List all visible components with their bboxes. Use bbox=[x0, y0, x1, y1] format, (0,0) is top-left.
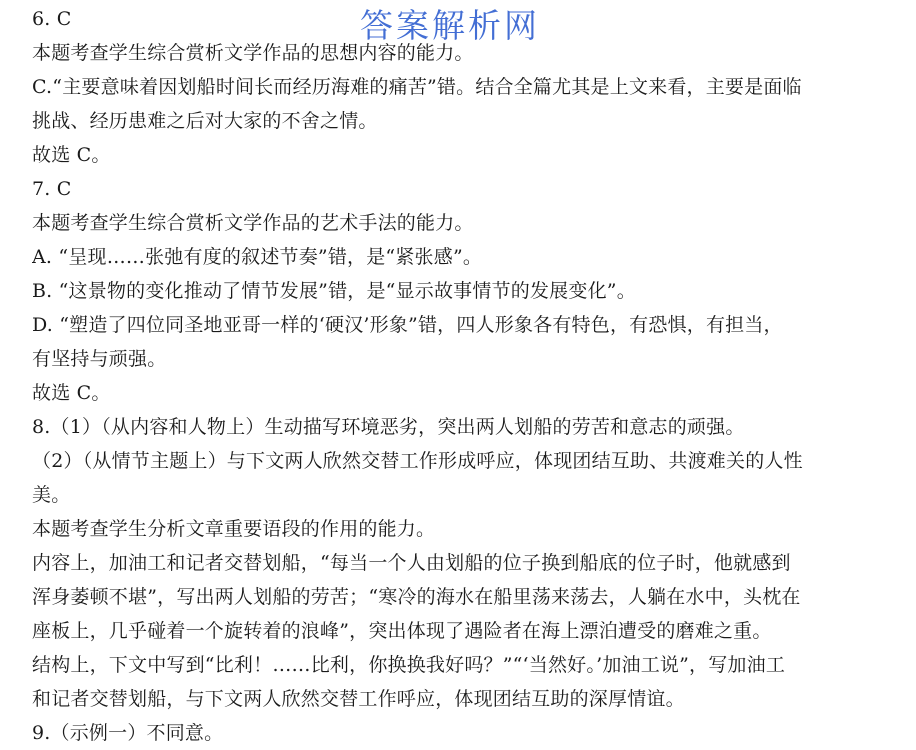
answer-6-conclusion: 故选 C。 bbox=[32, 144, 111, 166]
answer-8-intro: 本题考查学生分析文章重要语段的作用的能力。 bbox=[32, 518, 436, 540]
answer-7-intro: 本题考查学生综合赏析文学作品的艺术手法的能力。 bbox=[32, 212, 474, 234]
answer-8-content-line-1: 内容上，加油工和记者交替划船，“每当一个人由划船的位子换到船底的位子时，他就感到 bbox=[32, 552, 791, 574]
answer-6-explanation-line-2: 挑战、经历患难之后对大家的不舍之情。 bbox=[32, 110, 378, 132]
answer-8-content-line-3: 座板上，几乎碰着一个旋转着的浪峰”，突出体现了遇险者在海上漂泊遭受的磨难之重。 bbox=[32, 620, 772, 642]
answer-7-option-d-line-2: 有坚持与顽强。 bbox=[32, 348, 167, 370]
watermark-text: 答案解析网 bbox=[360, 6, 540, 45]
answer-8-structure-line-1: 结构上，下文中写到“比利！……比利，你换换我好吗？”“‘当然好。’加油工说”，写加油工 bbox=[32, 654, 786, 676]
answer-7-option-a: A. “呈现……张弛有度的叙述节奏”错，是“紧张感”。 bbox=[32, 246, 483, 268]
answer-7-option-b: B. “这景物的变化推动了情节发展”错，是“显示故事情节的发展变化”。 bbox=[32, 280, 636, 302]
answer-6-explanation-line-1: C.“主要意味着因划船时间长而经历海难的痛苦”错。结合全篇尤其是上文来看，主要是面临 bbox=[32, 76, 802, 98]
answer-7-heading: 7. C bbox=[32, 178, 72, 200]
answer-8-content-line-2: 浑身萎顿不堪”，写出两人划船的劳苦；“寒冷的海水在船里荡来荡去，人躺在水中，头枕在 bbox=[32, 586, 801, 608]
answer-8-structure-line-2: 和记者交替划船，与下文两人欣然交替工作呼应，体现团结互助的深厚情谊。 bbox=[32, 688, 685, 710]
answer-9-heading: 9.（示例一）不同意。 bbox=[32, 722, 224, 744]
answer-8-point-1: 8.（1）（从内容和人物上）生动描写环境恶劣，突出两人划船的劳苦和意志的顽强。 bbox=[32, 416, 745, 438]
answer-7-option-d-line-1: D. “塑造了四位同圣地亚哥一样的‘硬汉’形象”错，四人形象各有特色，有恐惧，有担当， bbox=[32, 314, 783, 336]
answer-7-conclusion: 故选 C。 bbox=[32, 382, 111, 404]
answer-8-point-2-line-1: （2）（从情节主题上）与下文两人欣然交替工作形成呼应，体现团结互助、共渡难关的人性 bbox=[32, 450, 803, 472]
answer-6-intro: 本题考查学生综合赏析文学作品的思想内容的能力。 bbox=[32, 42, 474, 64]
answer-document bbox=[32, 2, 902, 750]
answer-6-heading: 6. C bbox=[32, 8, 72, 30]
answer-8-point-2-line-2: 美。 bbox=[32, 484, 71, 506]
